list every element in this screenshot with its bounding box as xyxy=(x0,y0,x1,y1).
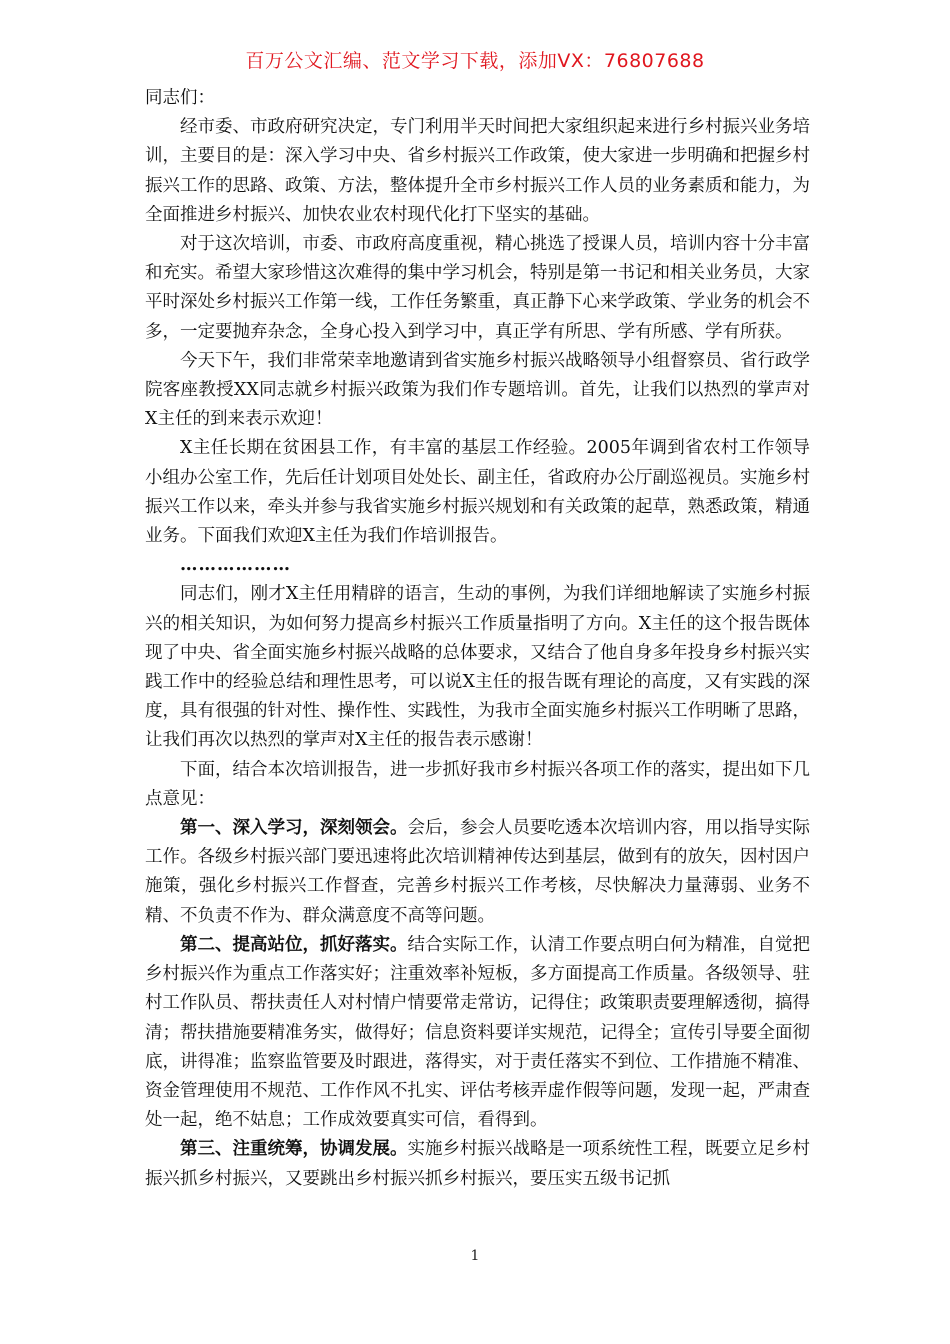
paragraph-intro: 经市委、市政府研究决定，专门利用半天时间把大家组织起来进行乡村振兴业务培训，主要目的是：深入学习中央、省乡村振兴工作政策，使大家进一步明确和把握乡村振兴工作的思路、政策、方法，整体提升全市乡村振兴工作人员的业务素质和能力，为全面推进乡村振兴、加快农业农村现代化打下坚实的基础。 xyxy=(145,117,810,225)
download-banner: 百万公文汇编、范文学习下载，添加VX：76807688 xyxy=(245,50,705,72)
paragraph-summary: 同志们，刚才X主任用精辟的语言，生动的事例，为我们详细地解读了实施乡村振兴的相关知识，为如何努力提高乡村振兴工作质量指明了方向。X主任的这个报告既体现了中央、省全面实施乡村振兴战略的总体要求，又结合了他自身多年投身乡村振兴实践工作中的经验总结和理性思考，可以说X主任的报告既有理论的高度，又有实践的深度，具有很强的针对性、操作性、实践性，为我市全面实施乡村振兴工作明晰了思路，让我们再次以热烈的掌声对X主任的报告表示感谢！ xyxy=(145,584,810,751)
paragraph-welcome: 今天下午，我们非常荣幸地邀请到省实施乡村振兴战略领导小组督察员、省行政学院客座教授XX同志就乡村振兴政策为我们作专题培训。首先，让我们以热烈的掌声对X主任的到来表示欢迎！ xyxy=(145,350,810,430)
paragraph-speaker-bio: X主任长期在贫困县工作，有丰富的基层工作经验。2005年调到省农村工作领导小组办公室工作，先后任计划项目处处长、副主任，省政府办公厅副巡视员。实施乡村振兴工作以来，牵头并参与我省实施乡村振兴规划和有关政策的起草，熟悉政策，精通业务。下面我们欢迎X主任为我们作培训报告。 xyxy=(145,438,810,547)
point-1-text: 会后，参会人员要吃透本次培训内容，用以指导实际工作。各级乡村振兴部门要迅速将此次培训精神传达到基层，做到有的放矢，因村因户施策，强化乡村振兴工作督查，完善乡村振兴工作考核，尽快解决力量薄弱、业务不精、不负责不作为、群众满意度不高等问题。 xyxy=(145,818,810,926)
section-separator: ……………… xyxy=(180,555,291,576)
point-2-text: 结合实际工作，认清工作要点明白何为精准，自觉把乡村振兴作为重点工作落实好；注重效率补短板，多方面提高工作质量。各级领导、驻村工作队员、帮扶责任人对村情户情要常走常访，记得住；政策职责要理解透彻，搞得清；帮扶措施要精准务实，做得好；信息资料要详实规范，记得全；宣传引导要全面彻底，讲得准；监察监管要及时跟进，落得实，对于责任落实不到位、工作措施不精准、资金管理使用不规范、工作作风不扎实、评估考核弄虚作假等问题，发现一起，严肃查处一起，绝不姑息；工作成效要真实可信，看得到。 xyxy=(145,934,810,1131)
point-1-lead: 第一、深入学习，深刻领会。 xyxy=(180,818,408,839)
point-3 xyxy=(145,1135,810,1193)
paragraph-importance: 对于这次培训，市委、市政府高度重视，精心挑选了授课人员，培训内容十分丰富和充实。希望大家珍惜这次难得的集中学习机会，特别是第一书记和相关业务员，大家平时深处乡村振兴工作第一线，工作任务繁重，真正静下心来学政策、学业务的机会不多，一定要抛弃杂念，全身心投入到学习中，真正学有所思、学有所感、学有所获。 xyxy=(145,234,810,342)
point-2 xyxy=(145,931,810,1135)
document-body xyxy=(145,84,810,1194)
point-3-lead: 第三、注重统筹，协调发展。 xyxy=(180,1139,408,1160)
page-number: 1 xyxy=(470,1248,480,1264)
paragraph-transition: 下面，结合本次培训报告，进一步抓好我市乡村振兴各项工作的落实，提出如下几点意见： xyxy=(145,759,810,809)
point-1 xyxy=(145,814,810,931)
point-2-lead: 第二、提高站位，抓好落实。 xyxy=(180,934,408,955)
salutation: 同志们： xyxy=(145,88,215,108)
point-3-text: 实施乡村振兴战略是一项系统性工程，既要立足乡村振兴抓乡村振兴，又要跳出乡村振兴抓乡村振兴，要压实五级书记抓 xyxy=(145,1139,810,1189)
